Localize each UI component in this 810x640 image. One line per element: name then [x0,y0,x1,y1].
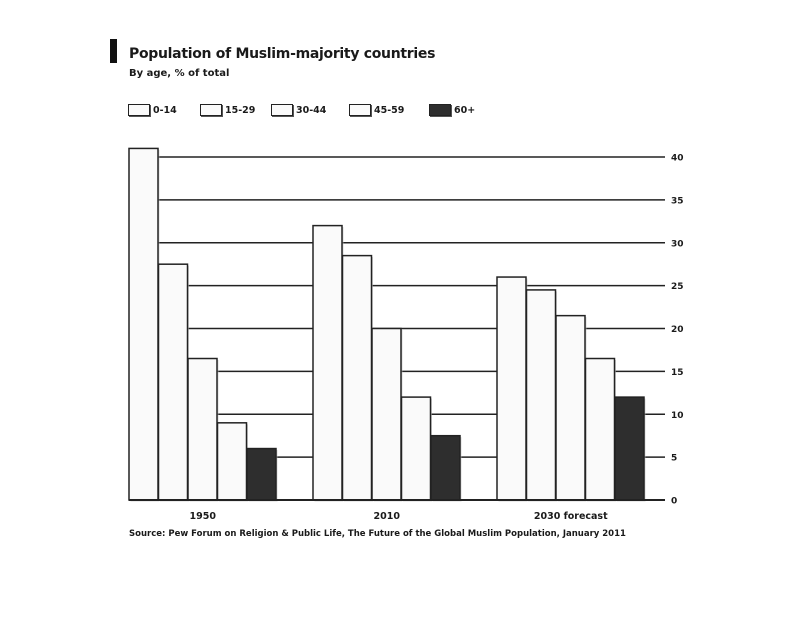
y-tick-label: 25 [671,282,684,293]
source-note: Source: Pew Forum on Religion & Public Life, The Future of the Global Muslim Population, January 2011 [129,529,626,539]
x-category-label: 1950 [189,511,216,522]
bar [247,449,276,500]
y-tick-label: 40 [671,153,684,164]
y-tick-label: 10 [671,410,684,421]
bar [159,264,188,500]
bar [497,277,526,500]
bar [188,359,217,500]
bar [129,148,158,500]
bar [586,359,615,500]
y-axis-ticks [671,154,684,507]
bar [218,423,247,500]
legend-label: 45-59 [374,105,405,116]
bar [313,226,342,500]
bar [343,256,372,500]
bar [372,329,401,501]
x-category-label: 2010 [373,511,400,522]
x-category-label: 2030 forecast [533,511,608,522]
chart-subtitle: By age, % of total [129,68,230,79]
y-tick-label: 0 [671,496,678,507]
bar [615,397,644,500]
legend-label: 30-44 [296,105,327,116]
bar [527,290,556,500]
bar [431,436,460,500]
y-tick-label: 30 [671,239,684,250]
bar [556,316,585,500]
y-tick-label: 5 [671,453,678,464]
legend-label: 15-29 [225,105,256,116]
legend-label: 0-14 [153,105,177,116]
bar [402,397,431,500]
y-tick-label: 15 [671,367,684,378]
bars [129,148,646,501]
legend-label: 60+ [454,105,476,116]
y-tick-label: 35 [671,196,684,207]
y-tick-label: 20 [671,325,684,335]
chart-title: Population of Muslim-majority countries [129,46,436,62]
x-axis-labels [190,511,609,522]
